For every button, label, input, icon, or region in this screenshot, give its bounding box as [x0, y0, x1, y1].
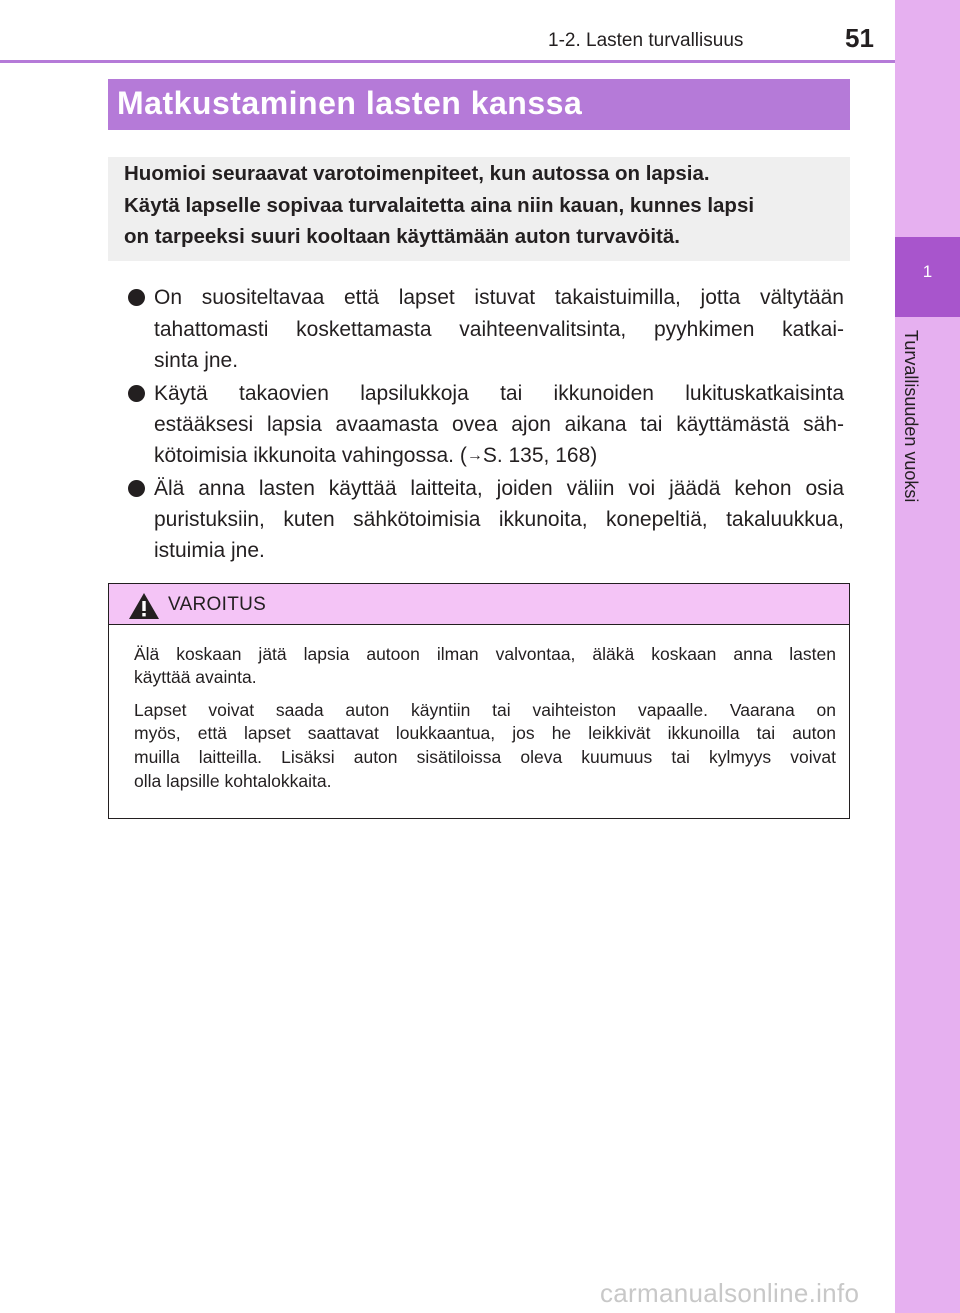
- chapter-title-vertical: [900, 330, 922, 530]
- bullet-line: tahattomasti koskettamasta vaihteenvalitsinta, pyyhkimen katkai-: [154, 318, 844, 341]
- warning-triangle-icon: [128, 592, 160, 620]
- page-reference-link[interactable]: S. 135, 168): [482, 444, 598, 467]
- warning-label: VAROITUS: [168, 594, 267, 615]
- bullet-dot-icon: [128, 289, 145, 306]
- bullet-line: istuimia jne.: [154, 539, 265, 562]
- bullet-line: Käytä takaovien lapsilukkoja tai ikkunoiden lukituskatkaisinta: [154, 382, 844, 405]
- bullet-line: estääksesi lapsia avaamasta ovea ajon aikana tai käyttämästä säh-: [154, 413, 844, 436]
- chapter-side-tab: [895, 0, 960, 1313]
- intro-box: [108, 157, 850, 261]
- header-divider: [0, 60, 895, 63]
- bullet-dot-icon: [128, 480, 145, 497]
- bullet-line: puristuksiin, kuten sähkötoimisia ikkunoita, konepeltiä, takaluukkua,: [154, 508, 844, 531]
- bullet-line: Älä anna lasten käyttää laitteita, joiden väliin voi jäädä kehon osia: [154, 477, 844, 500]
- warning-box: [108, 583, 850, 819]
- intro-line: on tarpeeksi suuri kooltaan käyttämään auton turvavöitä.: [124, 225, 680, 248]
- warning-header: [109, 584, 849, 625]
- intro-line: Käytä lapselle sopivaa turvalaitetta aina niin kauan, kunnes lapsi: [124, 194, 755, 217]
- page-number: 51: [845, 23, 874, 53]
- bullet-line: sinta jne.: [154, 349, 239, 372]
- warning-text-line: olla lapsille kohtalokkaita.: [134, 771, 332, 791]
- bullet-line: On suositeltavaa että lapset istuvat takaistuimilla, jotta vältytään: [154, 286, 844, 309]
- warning-text-line: Lapset voivat saada auton käyntiin tai vaihteiston vapaalle. Vaarana on: [134, 700, 836, 720]
- bullet-line-text: kötoimisia ikkunoita vahingossa. (: [154, 444, 467, 467]
- warning-text-line: myös, että lapset saattavat loukkaantua, jos he leikkivät ikkunoilla tai auton: [134, 723, 836, 743]
- chapter-number: 1: [922, 262, 933, 281]
- warning-text-line: Älä koskaan jätä lapsia autoon ilman valvontaa, äläkä koskaan anna lasten: [134, 644, 836, 664]
- intro-line: Huomioi seuraavat varotoimenpiteet, kun autossa on lapsia.: [124, 162, 710, 185]
- watermark-text: carmanualsonline.info: [600, 1278, 860, 1308]
- page-title: Matkustaminen lasten kanssa: [117, 85, 583, 121]
- arrow-right-icon: →: [466, 447, 483, 464]
- bullet-line: [154, 443, 844, 469]
- bullet-dot-icon: [128, 385, 145, 402]
- page-title-bar: [108, 79, 850, 130]
- warning-text-line: muilla laitteilla. Lisäksi auton sisätiloissa oleva kuumuus tai kylmyys voivat: [134, 747, 836, 767]
- section-title: 1-2. Lasten turvallisuus: [548, 30, 744, 51]
- chapter-title: Turvallisuuden vuoksi: [901, 330, 921, 503]
- warning-text-line: käyttää avainta.: [134, 667, 257, 687]
